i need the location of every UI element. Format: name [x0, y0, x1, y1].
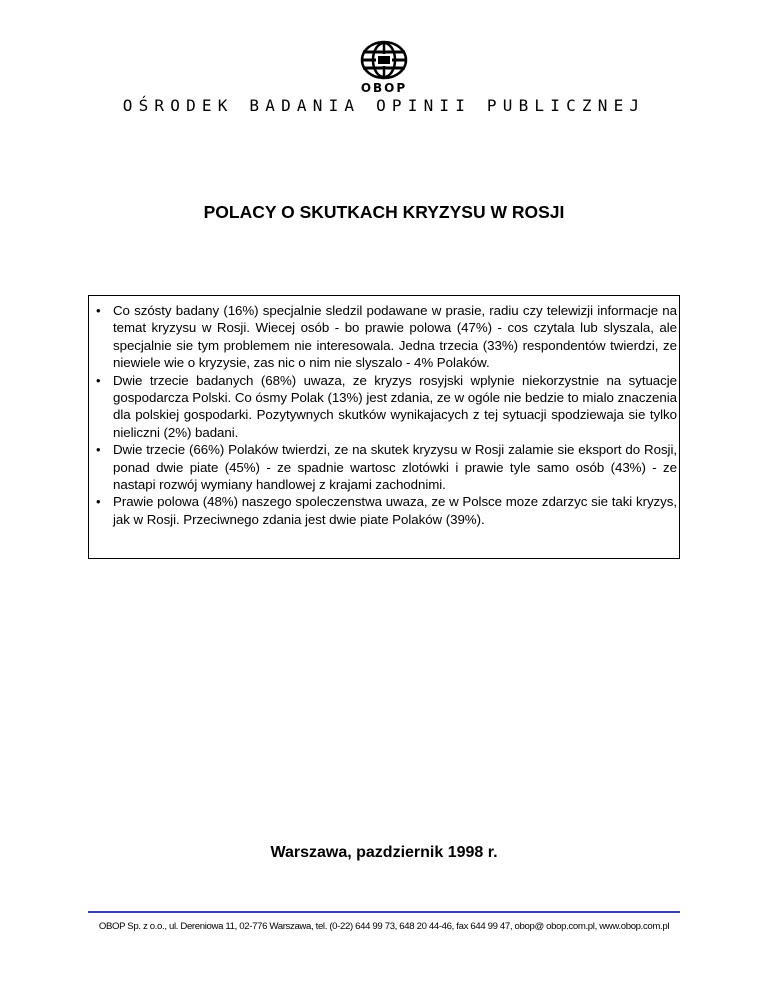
- footer-address: OBOP Sp. z o.o., ul. Dereniowa 11, 02-776 Warszawa, tel. (0-22) 644 99 73, 648 20 44-46, fax 644 99 47, obop@ obop.com.pl, www.obop.com.pl: [98, 921, 670, 932]
- place-and-date: Warszawa, pazdziernik 1998 r.: [270, 844, 498, 861]
- bullet-dot-icon: •: [96, 442, 101, 458]
- summary-box: [88, 295, 680, 559]
- footer-divider: [88, 911, 680, 913]
- list-item: [95, 302, 677, 372]
- logo-wordmark: OBOP: [360, 81, 408, 95]
- bullet-dot-icon: •: [96, 372, 101, 388]
- list-item: [95, 441, 677, 493]
- list-item-text: Dwie trzecie (66%) Polaków twierdzi, ze na skutek kryzysu w Rosji zalamie sie eksport do Rosji, ponad dwie piate (45%) - ze spadnie wartosc zlotówki i prawie tyle samo osób (43%) - ze nastapi rozwój wymiany handlowej z krajami zachodnimi.: [113, 442, 677, 493]
- document-title: POLACY O SKUTKACH KRYZYSU W ROSJI: [203, 202, 565, 222]
- list-item: [95, 493, 677, 528]
- list-item: [95, 372, 677, 442]
- obop-globe-logo-icon: [359, 40, 409, 80]
- organization-name: OŚRODEK BADANIA OPINII PUBLICZNEJ: [122, 96, 646, 115]
- summary-list: [95, 302, 677, 528]
- bullet-dot-icon: •: [96, 303, 101, 318]
- bullet-dot-icon: •: [96, 494, 101, 510]
- list-item-text: Co szósty badany (16%) specjalnie sledzil podawane w prasie, radiu czy telewizji informacje na temat kryzysu w Rosji. Wiecej osób - bo prawie polowa (47%) - cos czytala lub slyszala, ale specjalnie sie tym problemem nie interesowala. Jedna trzecia (33%) respondentów twierdzi, ze niewiele wie o kryzysie, zas nic o nim nie slyszalo - 4% Polaków.: [113, 303, 677, 371]
- obop-logo: [0, 40, 768, 95]
- list-item-text: Prawie polowa (48%) naszego spoleczenstwa uwaza, ze w Polsce moze zdarzyc sie taki kryzys, jak w Rosji. Przeciwnego zdania jest dwie piate Polaków (39%).: [113, 494, 677, 527]
- list-item-text: Dwie trzecie badanych (68%) uwaza, ze kryzys rosyjski wplynie niekorzystnie na sytuacje gospodarcza Polski. Co ósmy Polak (13%) jest zdania, ze w ogóle nie bedzie to mialo znaczenia dla polskiej gospodarki. Pozytywnych skutków wynikajacych z tej sytuacji spodziewaja sie tylko nieliczni (2%) badani.: [113, 372, 677, 440]
